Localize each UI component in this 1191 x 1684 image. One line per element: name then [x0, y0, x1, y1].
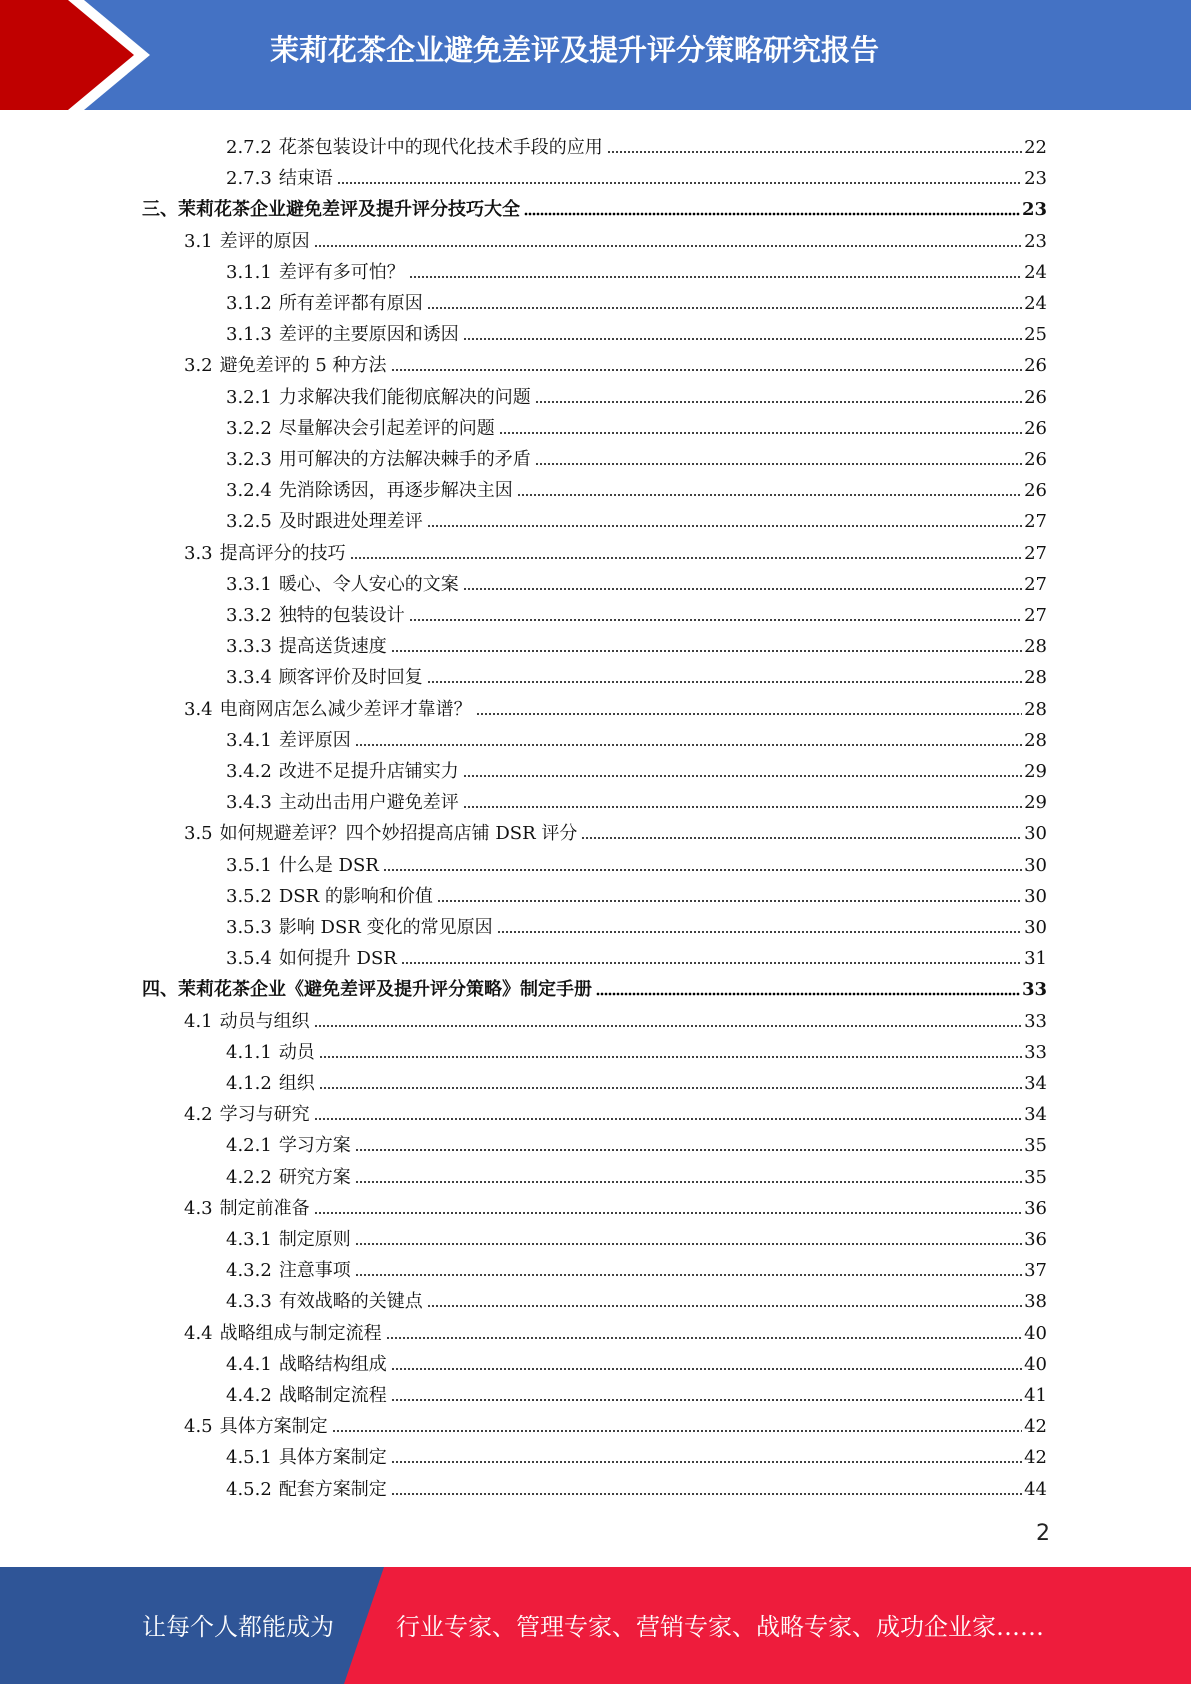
toc-entry-title: 动员 — [278, 1041, 315, 1063]
toc-entry-number: 4.4 — [184, 1322, 213, 1344]
toc-dot-leader — [391, 1367, 1022, 1371]
toc-entry-title: 配套方案制定 — [278, 1478, 387, 1500]
toc-entry-page: 23 — [1021, 199, 1047, 221]
toc-entry[interactable] — [226, 939, 1047, 970]
toc-entry[interactable] — [226, 1345, 1047, 1376]
toc-entry-title: 注意事项 — [278, 1260, 351, 1282]
toc-dot-leader — [314, 1117, 1022, 1121]
toc-dot-leader — [463, 587, 1022, 591]
toc-dot-leader — [596, 992, 1020, 996]
toc-dot-leader — [437, 899, 1022, 903]
toc-entry-page: 28 — [1024, 698, 1047, 720]
toc-entry-number: 4.4.1 — [226, 1353, 272, 1375]
toc-entry-page: 35 — [1024, 1135, 1047, 1157]
toc-entry[interactable] — [226, 471, 1047, 502]
toc-entry[interactable] — [226, 1158, 1047, 1189]
toc-entry-page: 26 — [1024, 386, 1047, 408]
toc-entry-number: 3.3 — [184, 542, 213, 564]
toc-entry-page: 36 — [1024, 1229, 1047, 1250]
toc-entry-title: 结束语 — [278, 168, 333, 190]
toc-entry-title: 动员与组织 — [219, 1010, 310, 1032]
toc-entry[interactable] — [184, 222, 1047, 253]
toc-dot-leader — [314, 1024, 1022, 1028]
footer-slogan-left: 让每个人都能成为 — [142, 1613, 334, 1641]
toc-entry[interactable] — [226, 565, 1047, 596]
toc-dot-leader — [427, 524, 1022, 528]
toc-entry-page: 36 — [1024, 1197, 1047, 1219]
toc-entry-page: 27 — [1024, 542, 1047, 564]
toc-entry[interactable] — [226, 1282, 1047, 1313]
toc-dot-leader — [427, 1304, 1022, 1308]
toc-entry-page: 38 — [1024, 1291, 1047, 1313]
toc-entry[interactable] — [226, 502, 1047, 533]
toc-entry[interactable] — [142, 190, 1047, 221]
toc-entry[interactable] — [226, 596, 1047, 627]
toc-entry-title: 如何提升 DSR — [278, 948, 397, 970]
toc-entry-number: 4.2.2 — [226, 1166, 272, 1188]
toc-dot-leader — [427, 306, 1022, 310]
page-number: 2 — [1036, 1521, 1050, 1546]
toc-entry-number: 3.2.1 — [226, 386, 272, 408]
toc-dot-leader — [350, 556, 1022, 560]
toc-dot-leader — [499, 431, 1022, 435]
toc-entry[interactable] — [226, 159, 1047, 190]
toc-entry-number: 3.4.1 — [226, 729, 272, 751]
toc-dot-leader — [497, 930, 1023, 934]
toc-entry-title: DSR 的影响和价值 — [278, 885, 433, 907]
toc-entry-page: 30 — [1024, 885, 1047, 907]
toc-entry-page: 29 — [1024, 792, 1047, 814]
toc-entry-title: 战略结构组成 — [278, 1353, 387, 1375]
toc-entry[interactable] — [226, 1438, 1047, 1469]
toc-dot-leader — [463, 774, 1022, 778]
toc-dot-leader — [391, 1492, 1022, 1496]
toc-entry-title: 及时跟进处理差评 — [278, 511, 423, 533]
toc-dot-leader — [319, 1055, 1022, 1059]
toc-dot-leader — [332, 1429, 1022, 1433]
toc-dot-leader — [391, 649, 1022, 653]
toc-entry-title: 组织 — [278, 1073, 315, 1094]
toc-entry-page: 42 — [1024, 1447, 1047, 1469]
toc-entry-title: 所有差评都有原因 — [278, 293, 423, 314]
toc-entry-number: 3.2.4 — [226, 480, 272, 502]
toc-dot-leader — [391, 368, 1023, 372]
toc-dot-leader — [386, 1336, 1022, 1340]
toc-entry-number: 4.1.2 — [226, 1073, 272, 1094]
report-title: 茉莉花茶企业避免差评及提升评分策略研究报告 — [270, 33, 880, 67]
toc-entry-title: 花茶包装设计中的现代化技术手段的应用 — [278, 137, 603, 158]
toc-entry-number: 4.4.2 — [226, 1385, 272, 1406]
toc-entry-number: 4.3 — [184, 1197, 213, 1219]
toc-entry-page: 28 — [1024, 636, 1047, 658]
toc-dot-leader — [314, 1211, 1022, 1215]
toc-entry[interactable] — [184, 346, 1047, 377]
toc-entry-title: 独特的包装设计 — [278, 605, 405, 626]
toc-dot-leader — [391, 1398, 1022, 1402]
toc-entry-number: 3.4 — [184, 698, 213, 720]
toc-entry-page: 40 — [1024, 1322, 1047, 1344]
toc-entry[interactable] — [226, 409, 1047, 440]
toc-entry-number: 4.3.3 — [226, 1291, 272, 1313]
toc-entry[interactable] — [226, 658, 1047, 689]
toc-entry[interactable] — [226, 315, 1047, 346]
toc-dot-leader — [401, 961, 1022, 965]
toc-entry[interactable] — [226, 1033, 1047, 1064]
toc-dot-leader — [581, 836, 1022, 840]
toc-dot-leader — [524, 212, 1020, 216]
toc-entry-page: 34 — [1024, 1073, 1047, 1094]
toc-entry-page: 23 — [1024, 230, 1047, 252]
toc-entry-number: 3.1.2 — [226, 293, 272, 314]
toc-entry-title: 什么是 DSR — [278, 854, 379, 876]
toc-entry[interactable] — [226, 783, 1047, 814]
toc-entry[interactable] — [226, 877, 1047, 908]
toc-entry-title: 制定原则 — [278, 1229, 351, 1250]
toc-dot-leader — [476, 712, 1022, 716]
toc-entry-title: 用可解决的方法解决棘手的矛盾 — [278, 449, 531, 470]
toc-entry-number: 4.3.2 — [226, 1260, 272, 1282]
toc-dot-leader — [607, 150, 1022, 154]
toc-entry[interactable] — [226, 128, 1047, 159]
toc-entry-number: 3.5 — [184, 823, 213, 845]
toc-entry-page: 30 — [1024, 917, 1047, 938]
toc-entry-page: 30 — [1024, 823, 1047, 845]
toc-entry-page: 33 — [1024, 1041, 1047, 1063]
toc-entry-number: 4.3.1 — [226, 1229, 272, 1250]
toc-dot-leader — [355, 1273, 1022, 1277]
toc-entry-title: 四、茉莉花茶企业《避免差评及提升评分策略》制定手册 — [142, 979, 592, 1001]
toc-entry-title: 研究方案 — [278, 1166, 351, 1188]
toc-entry[interactable] — [226, 846, 1047, 877]
toc-entry[interactable] — [226, 1376, 1047, 1407]
page-header — [0, 0, 1191, 110]
toc-entry-number: 4.1 — [184, 1010, 213, 1032]
toc-dot-leader — [355, 1148, 1022, 1152]
toc-entry-number: 3.2.2 — [226, 417, 272, 439]
toc-entry-page: 27 — [1024, 573, 1047, 595]
toc-entry-page: 37 — [1024, 1260, 1047, 1282]
toc-entry-title: 电商网店怎么减少差评才靠谱？ — [219, 698, 472, 720]
toc-entry-page: 27 — [1024, 511, 1047, 533]
toc-entry-number: 3.1.1 — [226, 261, 272, 283]
toc-entry-page: 25 — [1024, 324, 1047, 346]
toc-entry-title: 有效战略的关键点 — [278, 1291, 423, 1313]
toc-entry-page: 24 — [1024, 261, 1047, 283]
toc-entry-title: 差评原因 — [278, 729, 351, 751]
toc-dot-leader — [355, 743, 1022, 747]
toc-entry-page: 23 — [1024, 168, 1047, 190]
toc-entry-number: 2.7.3 — [226, 168, 272, 190]
toc-entry-title: 差评的主要原因和诱因 — [278, 324, 459, 346]
toc-entry-number: 3.5.4 — [226, 948, 272, 970]
toc-entry-page: 31 — [1024, 948, 1047, 970]
toc-dot-leader — [355, 1242, 1022, 1246]
toc-entry-number: 2.7.2 — [226, 137, 272, 158]
toc-entry-title: 差评的原因 — [219, 230, 310, 252]
toc-entry-number: 4.2.1 — [226, 1135, 272, 1157]
toc-entry-page: 30 — [1024, 854, 1047, 876]
toc-entry-page: 41 — [1024, 1385, 1047, 1406]
toc-dot-leader — [517, 493, 1022, 497]
toc-entry-title: 顾客评价及时回复 — [278, 667, 423, 689]
toc-entry-page: 22 — [1024, 137, 1047, 158]
toc-entry-title: 战略组成与制定流程 — [219, 1322, 382, 1344]
toc-entry-page: 40 — [1024, 1353, 1047, 1375]
toc-dot-leader — [463, 805, 1022, 809]
toc-dot-leader — [535, 400, 1022, 404]
toc-dot-leader — [337, 181, 1022, 185]
toc-entry[interactable] — [184, 1314, 1047, 1345]
toc-entry-page: 28 — [1024, 667, 1047, 689]
toc-entry-number: 3.3.3 — [226, 636, 272, 658]
toc-entry-page: 26 — [1024, 417, 1047, 439]
toc-entry-number: 3.3.2 — [226, 605, 272, 626]
toc-entry-title: 避免差评的 5 种方法 — [219, 355, 387, 377]
toc-entry-title: 三、茉莉花茶企业避免差评及提升评分技巧大全 — [142, 199, 520, 221]
toc-entry-page: 33 — [1024, 1010, 1047, 1032]
toc-entry-number: 3.4.2 — [226, 761, 272, 782]
toc-entry[interactable] — [142, 970, 1047, 1001]
toc-entry-title: 改进不足提升店铺实力 — [278, 761, 459, 782]
toc-entry-title: 先消除诱因，再逐步解决主因 — [278, 480, 513, 502]
toc-entry-number: 3.2 — [184, 355, 213, 377]
page-footer — [0, 1567, 1191, 1684]
toc-entry-title: 制定前准备 — [219, 1197, 310, 1219]
toc-entry[interactable] — [226, 1251, 1047, 1282]
toc-entry-title: 暖心、令人安心的文案 — [278, 573, 459, 595]
toc-entry-page: 33 — [1021, 979, 1047, 1001]
toc-entry-title: 主动出击用户避免差评 — [278, 792, 459, 814]
toc-entry[interactable] — [184, 690, 1047, 721]
toc-dot-leader — [319, 1086, 1022, 1090]
toc-entry-number: 3.1 — [184, 230, 213, 252]
toc-entry-title: 如何规避差评？四个妙招提高店铺 DSR 评分 — [219, 823, 578, 845]
toc-entry[interactable] — [226, 1126, 1047, 1157]
toc-entry-number: 4.1.1 — [226, 1041, 272, 1063]
toc-entry[interactable] — [184, 1189, 1047, 1220]
toc-entry-page: 35 — [1024, 1166, 1047, 1188]
toc-entry-page: 27 — [1024, 605, 1047, 626]
toc-dot-leader — [409, 618, 1022, 622]
toc-entry-number: 3.5.2 — [226, 885, 272, 907]
toc-dot-leader — [535, 462, 1022, 466]
toc-dot-leader — [409, 275, 1022, 279]
toc-entry-title: 提高送货速度 — [278, 636, 387, 658]
toc-entry[interactable] — [226, 253, 1047, 284]
toc-entry-page: 34 — [1024, 1104, 1047, 1126]
toc-entry-title: 学习方案 — [278, 1135, 351, 1157]
toc-entry-number: 3.2.5 — [226, 511, 272, 533]
toc-entry[interactable] — [226, 1064, 1047, 1095]
toc-entry-number: 3.4.3 — [226, 792, 272, 814]
footer-slogan-right: 行业专家、管理专家、营销专家、战略专家、成功企业家…… — [396, 1613, 1044, 1641]
toc-entry-title: 差评有多可怕？ — [278, 261, 405, 283]
toc-entry[interactable] — [226, 440, 1047, 471]
toc-dot-leader — [355, 1180, 1022, 1184]
toc-entry-title: 力求解决我们能彻底解决的问题 — [278, 386, 531, 408]
toc-entry[interactable] — [226, 908, 1047, 939]
toc-entry-title: 战略制定流程 — [278, 1385, 387, 1406]
toc-entry[interactable] — [184, 1002, 1047, 1033]
toc-entry[interactable] — [226, 1220, 1047, 1251]
toc-entry-page: 42 — [1024, 1416, 1047, 1438]
toc-dot-leader — [391, 1460, 1022, 1464]
toc-entry-number: 3.2.3 — [226, 449, 272, 470]
toc-entry-page: 44 — [1024, 1478, 1047, 1500]
toc-entry[interactable] — [226, 627, 1047, 658]
toc-entry-title: 尽量解决会引起差评的问题 — [278, 417, 495, 439]
toc-entry-number: 3.5.3 — [226, 917, 272, 938]
toc-entry-number: 4.2 — [184, 1104, 213, 1126]
toc-entry-title: 提高评分的技巧 — [219, 542, 346, 564]
toc-entry-page: 26 — [1024, 449, 1047, 470]
toc-entry-title: 学习与研究 — [219, 1104, 310, 1126]
toc-entry[interactable] — [184, 1407, 1047, 1438]
toc-entry[interactable] — [226, 378, 1047, 409]
toc-entry[interactable] — [226, 1470, 1047, 1501]
toc-entry-page: 24 — [1024, 293, 1047, 314]
toc-dot-leader — [383, 868, 1022, 872]
toc-entry-page: 26 — [1024, 480, 1047, 502]
toc-entry[interactable] — [226, 721, 1047, 752]
toc-dot-leader — [314, 244, 1022, 248]
toc-entry-page: 28 — [1024, 729, 1047, 751]
toc-dot-leader — [427, 680, 1022, 684]
toc-entry-number: 4.5 — [184, 1416, 213, 1438]
toc-entry-title: 具体方案制定 — [278, 1447, 387, 1469]
toc-entry-number: 3.3.4 — [226, 667, 272, 689]
toc-entry[interactable] — [226, 284, 1047, 315]
toc-dot-leader — [463, 337, 1022, 341]
toc-entry-title: 影响 DSR 变化的常见原因 — [278, 917, 493, 938]
toc-entry-page: 26 — [1024, 355, 1047, 377]
toc-entry-number: 3.3.1 — [226, 573, 272, 595]
toc-entry[interactable] — [226, 752, 1047, 783]
toc-entry-number: 3.5.1 — [226, 854, 272, 876]
toc-entry[interactable] — [184, 1095, 1047, 1126]
toc-entry[interactable] — [184, 534, 1047, 565]
toc-entry-page: 29 — [1024, 761, 1047, 782]
toc-entry-number: 3.1.3 — [226, 324, 272, 346]
toc-entry-title: 具体方案制定 — [219, 1416, 328, 1438]
toc-entry-number: 4.5.1 — [226, 1447, 272, 1469]
toc-entry-number: 4.5.2 — [226, 1478, 272, 1500]
toc-entry[interactable] — [184, 814, 1047, 845]
